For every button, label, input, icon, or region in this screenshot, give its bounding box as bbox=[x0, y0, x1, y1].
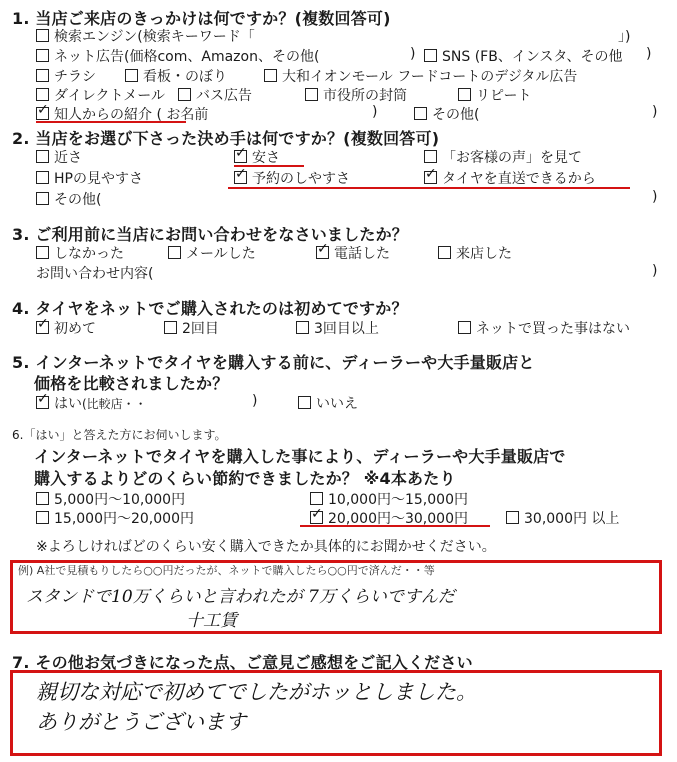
q1-option-net-ads[interactable] bbox=[36, 46, 319, 66]
q2-title: 2. 当店をお選び下さった決め手は何ですか？(複数回答可) bbox=[12, 129, 440, 148]
q3-none-label: しなかった bbox=[54, 246, 124, 262]
q3-option-none[interactable] bbox=[36, 243, 124, 263]
q3-visit-checkbox[interactable] bbox=[438, 246, 451, 259]
q3-visit-label: 来店した bbox=[456, 246, 512, 262]
q1-referral-underline bbox=[36, 121, 186, 123]
q5-yes-label: はい bbox=[54, 396, 82, 412]
q4-option-third[interactable] bbox=[296, 318, 379, 338]
q2-hp-checkbox[interactable] bbox=[36, 171, 49, 184]
q2-direct-ship-label: タイヤを直送できるから bbox=[442, 171, 596, 187]
q1-option-bus-ad[interactable] bbox=[178, 85, 252, 105]
q1-direct-mail-checkbox[interactable] bbox=[36, 88, 49, 101]
q1-other-close: ) bbox=[652, 104, 658, 120]
q1-search-engine-label: 検索エンジン(検索キーワード「 bbox=[54, 29, 255, 45]
q2-option-cheap[interactable] bbox=[234, 147, 280, 167]
q6-opt4-checkbox[interactable] bbox=[310, 511, 323, 524]
q3-option-visit[interactable] bbox=[438, 243, 512, 263]
q5-no-checkbox[interactable] bbox=[298, 396, 311, 409]
q7-title: 7. その他お気づきになった点、ご意見ご感想をご記入ください bbox=[12, 653, 473, 672]
q1-title: 1. 当店ご来店のきっかけは何ですか？(複数回答可) bbox=[12, 9, 391, 28]
q6-title-line2: 購入するよりどのくらい節約できましたか？ ※4本あたり bbox=[34, 469, 456, 488]
q3-contents-close: ) bbox=[652, 263, 658, 279]
q1-yamato-aeon-checkbox[interactable] bbox=[264, 69, 277, 82]
q6-example: 例) A社で見積もりしたら○○円だったが、ネットで購入したら○○円で済んだ・・等 bbox=[18, 564, 435, 577]
q6-title-line1: インターネットでタイヤを購入した事により、ディーラーや大手量販店で bbox=[34, 447, 566, 466]
q2-hp-label: HPの見やすさ bbox=[54, 171, 143, 187]
q1-referral-name-label: ( お名前 bbox=[156, 107, 209, 123]
q1-net-ads-label: ネット広告(価格com、Amazon、その他( bbox=[54, 49, 320, 65]
q5-yes-checkbox[interactable] bbox=[36, 396, 49, 409]
q2-option-near[interactable] bbox=[36, 147, 82, 167]
q1-option-search-engine[interactable] bbox=[36, 26, 255, 46]
q4-title: 4. タイヤをネットでご購入されたのは初めてですか？ bbox=[12, 299, 408, 318]
q2-booking-checkbox[interactable] bbox=[234, 171, 247, 184]
q2-other-close: ) bbox=[652, 189, 658, 205]
q1-sns-checkbox[interactable] bbox=[424, 49, 437, 62]
q4-option-never[interactable] bbox=[458, 318, 630, 338]
q1-option-other[interactable] bbox=[414, 104, 479, 124]
q4-third-checkbox[interactable] bbox=[296, 321, 309, 334]
q5-option-no[interactable] bbox=[298, 393, 358, 413]
q1-repeat-label: リピート bbox=[476, 88, 532, 104]
q6-opt2-checkbox[interactable] bbox=[310, 492, 323, 505]
q2-direct-ship-checkbox[interactable] bbox=[424, 171, 437, 184]
q1-referral-checkbox[interactable] bbox=[36, 107, 49, 120]
q4-never-label: ネットで買った事はない bbox=[476, 321, 630, 337]
q4-second-checkbox[interactable] bbox=[164, 321, 177, 334]
q1-other-label: その他( bbox=[432, 107, 480, 123]
q5-no-label: いいえ bbox=[316, 396, 358, 412]
q4-second-label: 2回目 bbox=[182, 321, 219, 337]
q6-note: ※よろしければどのくらい安く購入できたか具体的にお聞かせください。 bbox=[36, 539, 496, 555]
q3-mail-label: メールした bbox=[186, 246, 256, 262]
q3-mail-checkbox[interactable] bbox=[168, 246, 181, 259]
q6-option-1[interactable] bbox=[36, 489, 185, 509]
q1-other-checkbox[interactable] bbox=[414, 107, 427, 120]
q3-none-checkbox[interactable] bbox=[36, 246, 49, 259]
q2-reviews-label: 「お客様の声」を見て bbox=[442, 150, 582, 166]
q2-option-direct-ship[interactable] bbox=[424, 168, 596, 188]
q4-first-label: 初めて bbox=[54, 321, 96, 337]
q1-search-engine-close: 」) bbox=[618, 29, 631, 45]
q2-other-label: その他( bbox=[54, 192, 102, 208]
q6-opt3-checkbox[interactable] bbox=[36, 511, 49, 524]
q2-near-label: 近さ bbox=[54, 150, 82, 166]
q7-answer-line2: ありがとうございます bbox=[36, 710, 246, 734]
q1-direct-mail-label: ダイレクトメール bbox=[54, 88, 166, 104]
q3-phone-label: 電話した bbox=[334, 246, 390, 262]
q6-option-2[interactable] bbox=[310, 489, 468, 509]
q1-city-hall-checkbox[interactable] bbox=[305, 88, 318, 101]
q1-referral-name-close: ) bbox=[372, 104, 378, 120]
q1-option-sns[interactable] bbox=[424, 46, 623, 66]
q3-title: 3. ご利用前に当店にお問い合わせをなさいましたか？ bbox=[12, 225, 408, 244]
q5-title-line2: 価格を比較されましたか？ bbox=[34, 374, 229, 393]
q1-repeat-checkbox[interactable] bbox=[458, 88, 471, 101]
q1-referral-label: 知人からの紹介 bbox=[54, 107, 152, 123]
q3-contents-label: お問い合わせ内容( bbox=[36, 266, 154, 282]
q2-cheap-checkbox[interactable] bbox=[234, 150, 247, 163]
q5-yes-close: ) bbox=[252, 393, 258, 409]
q1-option-city-hall[interactable] bbox=[305, 85, 407, 105]
q3-option-mail[interactable] bbox=[168, 243, 256, 263]
q1-sns-close: ) bbox=[646, 46, 652, 62]
q4-option-second[interactable] bbox=[164, 318, 219, 338]
q5-option-yes[interactable] bbox=[36, 393, 147, 413]
q1-yamato-aeon-label: 大和イオンモール フードコートのデジタル広告 bbox=[282, 69, 578, 85]
q2-near-checkbox[interactable] bbox=[36, 150, 49, 163]
q1-net-ads-checkbox[interactable] bbox=[36, 49, 49, 62]
q3-phone-checkbox[interactable] bbox=[316, 246, 329, 259]
q1-net-ads-close: ) bbox=[410, 46, 416, 62]
q2-reviews-checkbox[interactable] bbox=[424, 150, 437, 163]
q1-signboard-checkbox[interactable] bbox=[125, 69, 138, 82]
q1-flyer-label: チラシ bbox=[54, 69, 96, 85]
q1-bus-ad-label: バス広告 bbox=[196, 88, 252, 104]
q6-opt4-underline bbox=[300, 525, 490, 527]
q2-option-booking[interactable] bbox=[234, 168, 350, 188]
q6-opt5-label: 30,000円 以上 bbox=[524, 511, 620, 527]
q5-title-line1: 5. インターネットでタイヤを購入する前に、ディーラーや大手量販店と bbox=[12, 353, 535, 372]
q2-booking-ship-underline bbox=[228, 187, 630, 189]
q4-third-label: 3回目以上 bbox=[314, 321, 379, 337]
q6-opt3-label: 15,000円〜20,000円 bbox=[54, 511, 194, 527]
q1-flyer-checkbox[interactable] bbox=[36, 69, 49, 82]
q2-cheap-label: 安さ bbox=[252, 150, 280, 166]
q6-opt5-checkbox[interactable] bbox=[506, 511, 519, 524]
q1-signboard-label: 看板・のぼり bbox=[143, 69, 227, 85]
q7-answer-line1: 親切な対応で初めてでしたがホッとしました。 bbox=[36, 680, 477, 704]
q6-answer-line1: スタンドで10万くらいと言われたが 7万くらいですんだ bbox=[26, 587, 455, 607]
q2-other-checkbox[interactable] bbox=[36, 192, 49, 205]
q1-option-yamato-aeon[interactable] bbox=[264, 66, 577, 86]
q1-option-repeat[interactable] bbox=[458, 85, 531, 105]
q6-answer-line2: 十工賃 bbox=[186, 611, 237, 631]
q6-option-3[interactable] bbox=[36, 508, 194, 528]
q6-opt4-label: 20,000円〜30,000円 bbox=[328, 511, 468, 527]
q1-city-hall-label: 市役所の封筒 bbox=[323, 88, 407, 104]
q1-option-signboard[interactable] bbox=[125, 66, 227, 86]
q4-option-first[interactable] bbox=[36, 318, 96, 338]
q4-first-checkbox[interactable] bbox=[36, 321, 49, 334]
q2-booking-label: 予約のしやすさ bbox=[252, 171, 350, 187]
q1-option-direct-mail[interactable] bbox=[36, 85, 165, 105]
q6-opt1-checkbox[interactable] bbox=[36, 492, 49, 505]
q1-bus-ad-checkbox[interactable] bbox=[178, 88, 191, 101]
q2-option-other[interactable] bbox=[36, 189, 101, 209]
q3-option-phone[interactable] bbox=[316, 243, 390, 263]
q6-opt1-label: 5,000円〜10,000円 bbox=[54, 492, 186, 508]
q2-option-reviews[interactable] bbox=[424, 147, 582, 167]
q1-sns-label: SNS (FB、インスタ、その他 bbox=[442, 49, 623, 65]
q5-yes-shop-label: (比較店・・ bbox=[82, 397, 147, 411]
q6-intro: 6.「はい」と答えた方にお伺いします。 bbox=[12, 428, 227, 442]
q1-option-flyer[interactable] bbox=[36, 66, 96, 86]
q6-opt2-label: 10,000円〜15,000円 bbox=[328, 492, 468, 508]
q2-option-hp[interactable] bbox=[36, 168, 143, 188]
q4-never-checkbox[interactable] bbox=[458, 321, 471, 334]
q1-search-engine-checkbox[interactable] bbox=[36, 29, 49, 42]
q6-option-5[interactable] bbox=[506, 508, 619, 528]
